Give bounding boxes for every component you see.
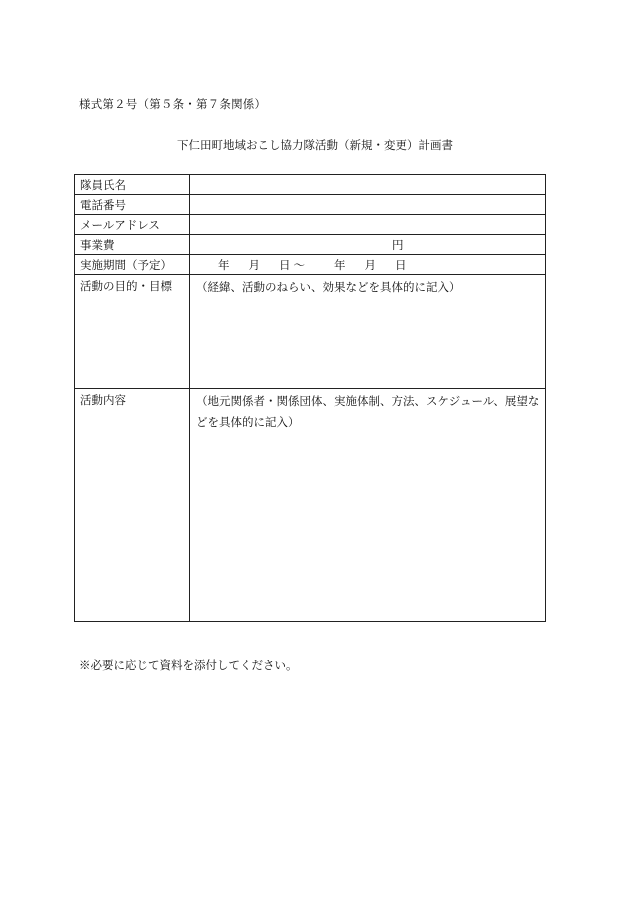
member-name-label: 隊員氏名 (75, 175, 190, 195)
email-label: メールアドレス (75, 215, 190, 235)
period-tilde: ～ (293, 257, 305, 272)
cost-label: 事業費 (75, 235, 190, 255)
content-row (75, 389, 546, 622)
cost-unit: 円 (392, 237, 404, 252)
purpose-row (75, 275, 546, 389)
period-label: 実施期間（予定） (75, 255, 190, 275)
cost-row (75, 235, 546, 255)
member-name-field[interactable] (190, 175, 546, 195)
period-end-year: 年 (334, 257, 346, 272)
cost-field[interactable] (190, 235, 546, 255)
content-label: 活動内容 (75, 389, 190, 622)
footnote: ※必要に応じて資料を添付してください。 (79, 658, 298, 672)
period-start-day: 日 (279, 257, 291, 272)
phone-field[interactable] (190, 195, 546, 215)
phone-row (75, 195, 546, 215)
email-field[interactable] (190, 215, 546, 235)
period-row (75, 255, 546, 275)
content-field[interactable] (190, 389, 546, 622)
phone-label: 電話番号 (75, 195, 190, 215)
plan-form-table (74, 174, 546, 622)
member-name-row (75, 175, 546, 195)
email-row (75, 215, 546, 235)
period-end-month: 月 (364, 257, 376, 272)
period-end-day: 日 (395, 257, 407, 272)
purpose-field[interactable] (190, 275, 546, 389)
form-number: 様式第２号（第５条・第７条関係） (79, 97, 267, 111)
period-start-year: 年 (218, 257, 230, 272)
purpose-label: 活動の目的・目標 (75, 275, 190, 389)
period-start-month: 月 (248, 257, 260, 272)
purpose-note: （経緯、活動のねらい、効果などを具体的に記入） (196, 280, 461, 294)
period-field[interactable] (190, 255, 546, 275)
content-note: （地元関係者・関係団体、実施体制、方法、スケジュール、展望などを具体的に記入） (196, 394, 540, 429)
form-title: 下仁田町地域おこし協力隊活動（新規・変更）計画書 (177, 138, 453, 152)
